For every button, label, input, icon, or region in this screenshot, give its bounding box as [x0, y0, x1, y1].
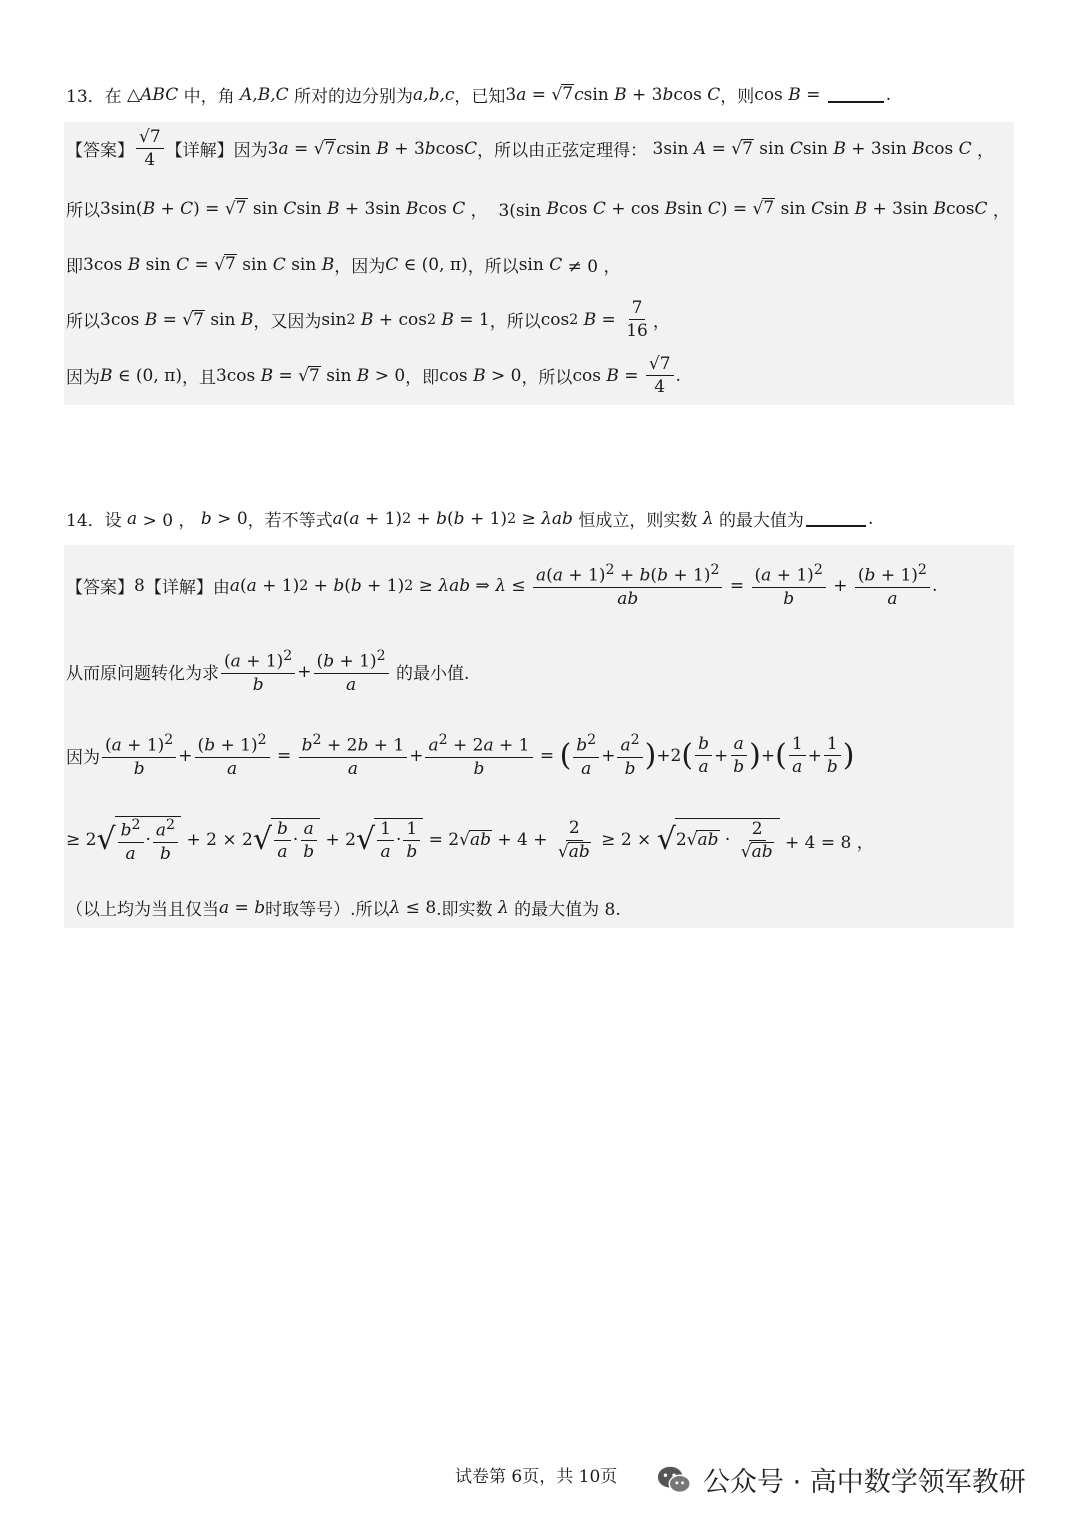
answer-blank	[828, 87, 884, 103]
q13-step-2: 即 3cos B sin C = √ 7 sin C sin B ，因为 C ∈ (0, π) ，所以 sin C ≠ 0 ，	[66, 254, 621, 277]
q13-answer-line: 【答案】 $\frac{√7}{4}$ 【详解】 因为 3 a = √ 7 c sin B + 3 b cos C ，所以由正弦定理得： 3sin A = √ 7 sin C sin B + 3sin B cos C ，	[66, 127, 995, 171]
q14-question: 14． 设 a > 0 ， b > 0 ，若不等式 a ( a + 1) 2 + b ( b + 1) 2 ≥ λab 恒成立，则实数 λ 的最大值为 .	[66, 508, 874, 531]
q13-question: 13． 在 △ ABC 中，角 A,B,C 所对的边分别为 a,b,c ，已知 3 a = √ 7 c sin B + 3 b cos C ，则 cos B = .	[66, 84, 892, 107]
q13-answer-fraction: $\frac{√7}{4}$	[136, 127, 164, 171]
q14-step-2: 因为 $\frac{(a + 1)^2}{b}$ + $\frac{(b + 1)^2}{a}$ = $\frac{b^2 + 2b + 1}{a}$ + $\frac{a^2 + 2a + 1}{b}$ = ( $\frac{b^2}{a}$ + $\frac{a^2}{b}$ ) +2 ( $\frac{b}{a}$ + $\frac{a}{b}$ ) + ( $\frac{1}{a}$ + $\frac{1}{b}$ )	[66, 732, 855, 780]
q13-step-1: 所以 3sin( B + C ) = √ 7 sin C sin B + 3sin B cos C ， 3(sin B cos C + cos B sin C ) = √ 7 sin C sin B + 3sin B cos C ，	[66, 198, 1010, 221]
watermark	[655, 1460, 1026, 1499]
q13-step-4: 因为 B ∈ (0, π) ，且 3cos B = √ 7 sin B > 0 ，即 cos B > 0 ，所以 cos B = $\frac{√7}{4}$ .	[66, 354, 681, 398]
page-footer: 试卷第 6页，共 10页	[455, 1467, 618, 1487]
q13-step-3: 所以 3cos B = √ 7 sin B ，又因为 sin 2 B + cos 2 B = 1 ，所以 cos 2 B = $\frac{7}{16}$ ，	[66, 298, 670, 342]
q14-step-3: ≥ 2 √ $\frac{b^2}{a}$ · $\frac{a^2}{b}$ + 2 × 2 √ $\frac{b}{a}$ · $\frac{a}{b}$ + 2 √ $\frac{1}{a}$ · $\frac{1}{b}$ = 2√ ab + 4 + $\frac{2}{√ab}$ ≥ 2 × √ 2√ ab · $\frac{2}{√ab}$ + 4 = 8 ，	[66, 817, 874, 865]
wechat-icon	[655, 1461, 693, 1499]
q14-answer-line: 【答案】 8 【详解】 由 a ( a + 1) 2 + b ( b + 1) 2 ≥ λab ⇒ λ ≤ $\frac{a(a + 1)^2 + b(b + 1)^2}{ab}$ = $\frac{(a + 1)^2}{b}$ + $\frac{(b + 1)^2}{a}$ .	[66, 562, 938, 610]
q14-step-1: 从而原问题转化为求 $\frac{(a + 1)^2}{b}$ + $\frac{(b + 1)^2}{a}$ 的最小值.	[66, 648, 470, 696]
q14-conclusion: （以上均为当且仅当 a = b 时取等号）.所以 λ ≤ 8 .即实数 λ 的最大值为 8.	[66, 897, 621, 920]
watermark-text: 公众号 · 高中数学领军教研	[703, 1467, 1026, 1498]
